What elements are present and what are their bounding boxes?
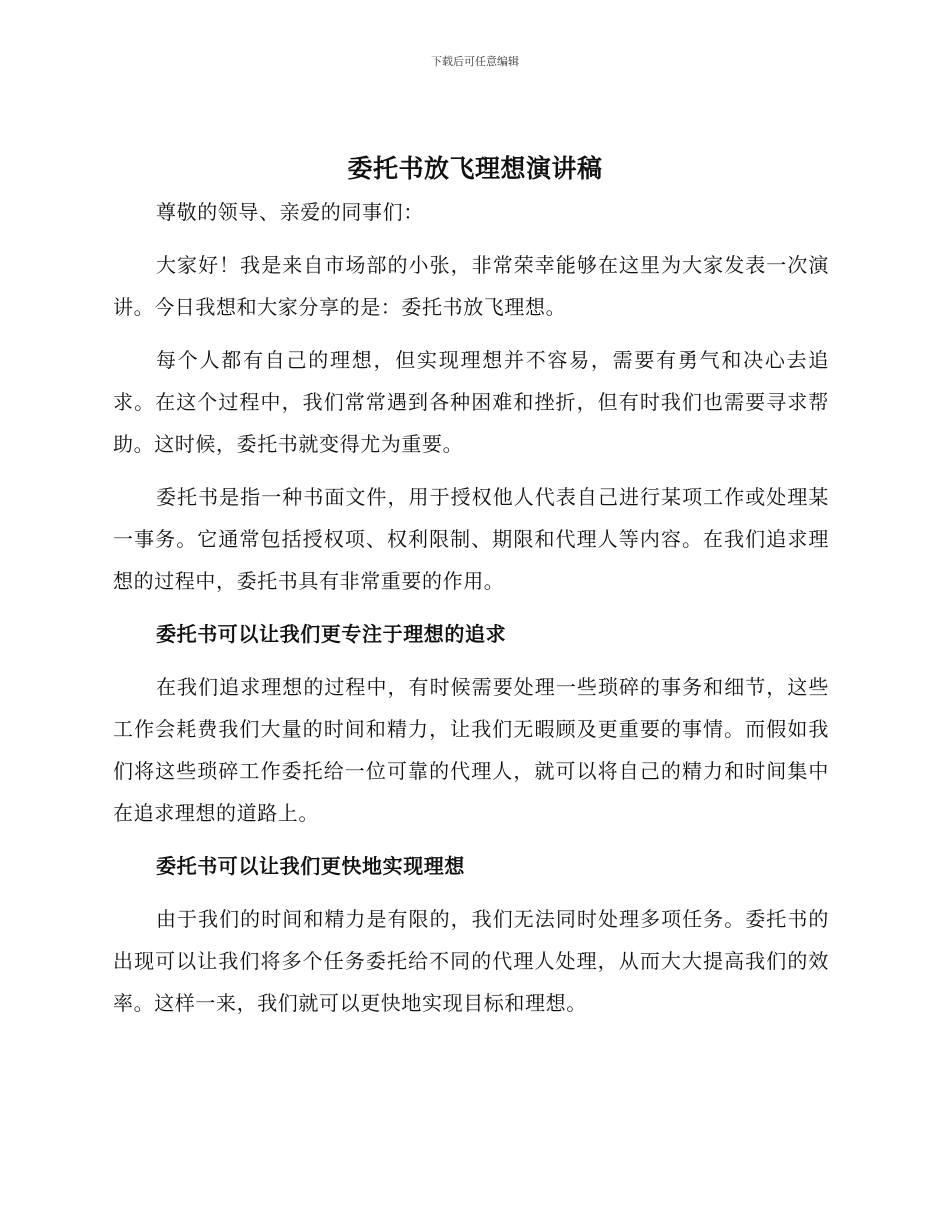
salutation: 尊敬的领导、亲爱的同事们：	[156, 200, 424, 224]
document-body	[113, 191, 829, 1035]
page-header-note: 下载后可任意编辑	[431, 55, 519, 68]
paragraph-speed: 由于我们的时间和精力是有限的，我们无法同时处理多项任务。委托书的出现可以让我们将多个任务委托给不同的代理人处理，从而大大提高我们的效率。这样一来，我们就可以更快地实现目标和理想。	[113, 907, 829, 1015]
paragraph-intro: 大家好！我是来自市场部的小张，非常荣幸能够在这里为大家发表一次演讲。今日我想和大家分享的是：委托书放飞理想。	[113, 253, 829, 319]
document-title: 委托书放飞理想演讲稿	[347, 154, 603, 183]
paragraph-focus: 在我们追求理想的过程中，有时候需要处理一些琐碎的事务和细节，这些工作会耗费我们大量的时间和精力，让我们无暇顾及更重要的事情。而假如我们将这些琐碎工作委托给一位可靠的代理人，就可以将自己的精力和时间集中在追求理想的道路上。	[113, 675, 829, 825]
heading-focus: 委托书可以让我们更专注于理想的追求	[156, 622, 507, 646]
paragraph-ideal: 每个人都有自己的理想，但实现理想并不容易，需要有勇气和决心去追求。在这个过程中，我们常常遇到各种困难和挫折，但有时我们也需要寻求帮助。这时候，委托书就变得尤为重要。	[113, 348, 829, 456]
heading-speed: 委托书可以让我们更快地实现理想	[156, 854, 465, 878]
paragraph-definition: 委托书是指一种书面文件，用于授权他人代表自己进行某项工作或处理某一事务。它通常包括授权项、权利限制、期限和代理人等内容。在我们追求理想的过程中，委托书具有非常重要的作用。	[113, 485, 829, 593]
